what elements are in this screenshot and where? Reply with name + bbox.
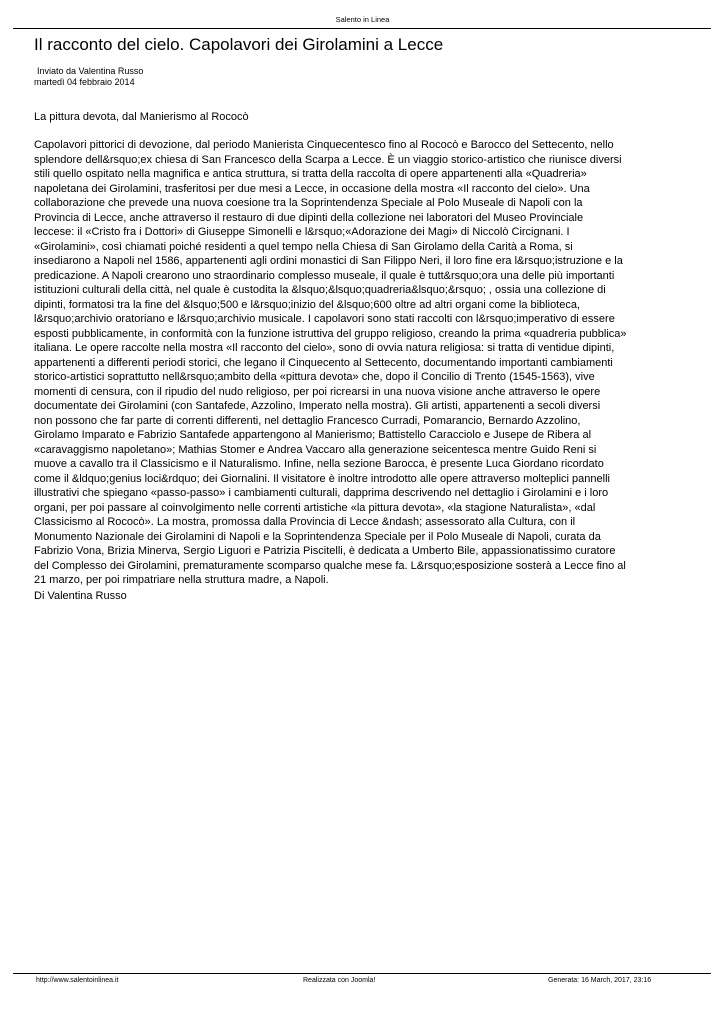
article-meta <box>34 66 143 88</box>
article-subtitle: La pittura devota, dal Manierismo al Rococò <box>34 111 249 123</box>
date-line: martedì 04 febbraio 2014 <box>34 77 135 87</box>
header-divider <box>13 28 711 29</box>
article-body: Capolavori pittorici di devozione, dal periodo Manierista Cinquecentesco fino al Rococò e Barocco del Settecento, nello splendore dell&rsquo;ex chiesa di San Francesco della Scarpa a Lecce. È un viaggio storico-artistico che riunisce diversi stili quello ospitato nella magnifica e antica struttura, si tratta della raccolta di opere appartenenti alla «Quadreria» napoletana dei Girolamini, trasferitosi per due mesi a Lecce, in occasione della mostra «Il racconto del cielo». Una collaborazione che prevede una nuova coesione tra la Soprintendenza Speciale al Polo Museale di Napoli con la Provincia di Lecce, anche attraverso il restauro di due dipinti della collezione nei laboratori del Museo Provinciale leccese: il «Cristo fra i Dottori» di Giuseppe Simonelli e l&rsquo;«Adorazione dei Magi» di Niccolò Circignani. I «Girolamini», così chiamati poiché residenti a quel tempo nella Chiesa di San Girolamo della Carità a Roma, si insediarono a Napoli nel 1586, appartenenti agli ordini monastici di San Filippo Neri, il loro fine era l&rsquo;istruzione e la predicazione. A Napoli crearono uno straordinario complesso museale, il quale è tutt&rsquo;ora una delle più importanti istituzioni culturali della città, nel quale è custodita la &lsquo;&lsquo;quadreria&lsquo;&rsquo; , ossia una collezione di dipinti, formatosi tra la fine del &lsquo;500 e l&rsquo;inizio del &lsquo;600 oltre ad altri organi come la biblioteca, l&rsquo;archivio oratoriano e l&rsquo;archivio musicale. I capolavori sono stati raccolti con l&rsquo;imperativo di essere esposti pubblicamente, in conformità con la funzione istruttiva del gruppo religioso, creando la prima «quadreria pubblica» italiana. Le opere raccolte nella mostra «Il racconto del cielo», sono di ovvia natura religiosa: si tratta di ventidue dipinti, appartenenti a differenti periodi storici, che legano il Cinquecento al Settecento, documentando importanti cambiamenti storico-artistici soprattutto nell&rsquo;ambito della «pittura devota» che, dopo il Concilio di Trento (1545-1563), vive momenti di censura, con il ripudio del nudo religioso, per poi ricrearsi in una nuova visione anche attraverso le opere documentate dei Girolamini (con Santafede, Azzolino, Imperato nella mostra). Gli artisti, appartenenti a secoli diversi non possono che far parte di correnti differenti, nel dettaglio Francesco Curradi, Pomarancio, Bernardo Azzolino, Girolamo Imparato e Fabrizio Santafede appartengono al Manierismo; Battistello Caracciolo e Jusepe de Ribera al «caravaggismo napoletano»; Mathias Stomer e Andrea Vaccaro alla generazione seicentesca mentre Guido Reni si muove a cavallo tra il Classicismo e il Naturalismo. Infine, nella sezione Barocca, è presente Luca Giordano ricordato come il &ldquo;genius loci&rdquo; dei Giornalini. Il visitatore è inoltre introdotto alle opere attraverso molteplici pannelli illustrativi che spiegano «passo-passo» i cambiamenti culturali, dapprima descrivendo nel dettaglio i Girolamini e i loro organi, per poi passare al coinvolgimento nelle correnti artistiche «la pittura devota», «la stagione Naturalista», «dal Classicismo al Rococò». La mostra, promossa dalla Provincia di Lecce &ndash; assessorato alla Cultura, con il Monumento Nazionale dei Girolamini di Napoli e la Soprintendenza Speciale per il Polo Museale di Napoli, curata da Fabrizio Vona, Brizia Minerva, Sergio Liguori e Patrizia Piscitelli, è dedicata a Umberto Bile, appassionatissimo curatore del Complesso dei Girolamini, prematuramente scomparso qualche mese fa. L&rsquo;esposizione sosterà a Lecce fino al 21 marzo, per poi rimpatriare nella struttura madre, a Napoli. <box>34 139 627 586</box>
footer-generated-date: Generata: 16 March, 2017, 23:16 <box>548 977 652 984</box>
article-title: Il racconto del cielo. Capolavori dei Girolamini a Lecce <box>34 35 444 54</box>
site-header: Salento in Linea <box>335 15 390 24</box>
author-line: Inviato da Valentina Russo <box>37 66 144 76</box>
article-signature: Di Valentina Russo <box>34 590 127 602</box>
footer-site-url[interactable]: http://www.salentoinlinea.it <box>36 977 119 984</box>
footer-divider <box>13 973 711 974</box>
footer-cms-credit: Realizzata con Joomla! <box>303 977 376 984</box>
